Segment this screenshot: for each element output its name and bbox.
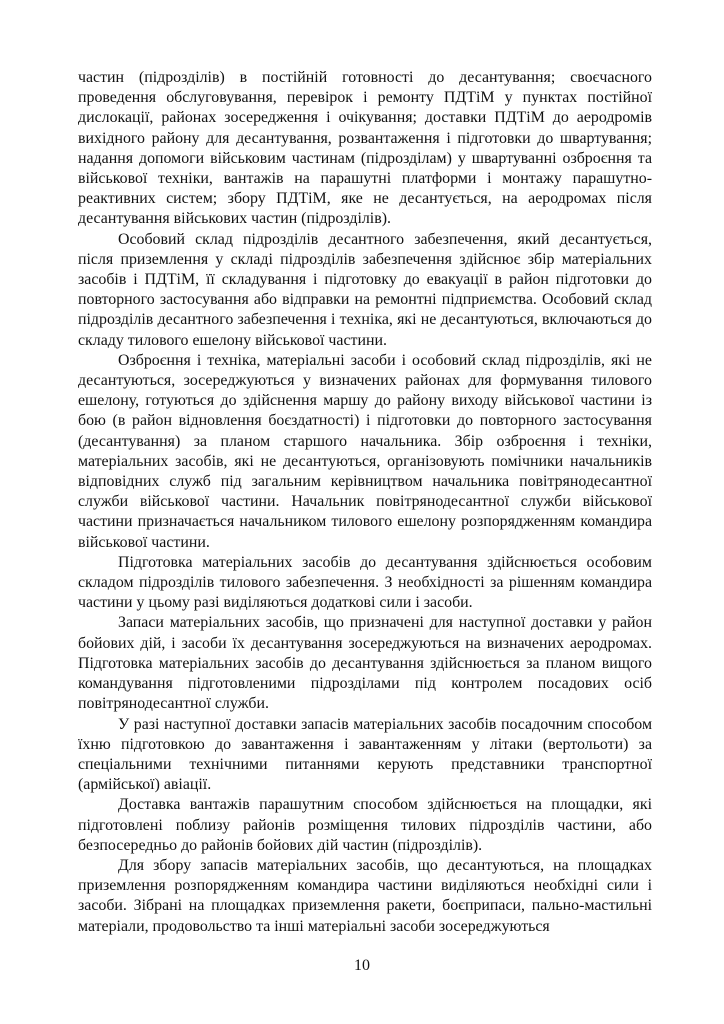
document-body [78,68,652,937]
paragraph-materiel-preparation: Підготовка матеріальних засобів до десантування здійснюється особовим складом підрозділів тилового забезпечення. З необхідності за рішенням командира частини у цьому разі виділяються додаткові сили і засоби. [78,553,652,612]
paragraph-landing-delivery: У разі наступної доставки запасів матеріальних засобів посадочним способом їхню підготовкою до завантаження і завантаженням у літаки (вертольоти) за спеціальними технічними питаннями керують представники транспортної (армійської) авіації. [78,715,652,794]
paragraph-collection-of-reserves: Для збору запасів матеріальних засобів, що десантуються, на площадках приземлення розпорядженням командира частини виділяються необхідні сили і засоби. Зібрані на площадках приземлення ракети, боєприпаси, пально-мастильні матеріали, продовольство та інші матеріальні засоби зосереджуються [78,856,652,935]
paragraph-continued: частин (підрозділів) в постійній готовності до десантування; своєчасного проведення обслуговування, перевірок і ремонту ПДТіМ у пунктах постійної дислокації, районах зосередження і очікування; доставки ПДТіМ до аеродромів вихідного району для десантування, розвантаження і підготовки до швартування; надання допомоги військовим частинам (підрозділам) у швартуванні озброєння та військової техніки, вантажів на парашутні платформи і монтажу парашутно-реактивних систем; збору ПДТіМ, яке не десантується, на аеродромах після десантування військових частин (підрозділів). [78,69,652,228]
paragraph-materiel-reserves: Запаси матеріальних засобів, що призначені для наступної доставки у район бойових дій, і засоби їх десантування зосереджуються на визначених аеродромах. Підготовка матеріальних засобів до десантування здійснюється за планом вищого командування підготовленими підрозділами під контролем посадових осіб повітрянодесантної служби. [78,614,652,713]
paragraph-parachute-delivery: Доставка вантажів парашутним способом здійснюється на площадки, які підготовлені поблизу районів розміщення тилових підрозділів частини, або безпосередньо до районів бойових дій частин (підрозділів). [78,796,652,854]
paragraph-landing-support-personnel: Особовий склад підрозділів десантного забезпечення, який десантується, після приземлення у складі підрозділів забезпечення здійснює збір матеріальних засобів і ПДТіМ, її складування і підготовку до евакуації в район підготовки до повторного застосування або відправки на ремонтні підприємства. Особовий склад підрозділів десантного забезпечення і техніка, які не десантуються, включаються до складу тилового ешелону військової частини. [78,230,652,349]
page-number: 10 [354,957,370,974]
paragraph-rear-echelon-formation: Озброєння і техніка, матеріальні засоби і особовий склад підрозділів, які не десантуються, зосереджуються у визначених районах для формування тилового ешелону, готуються до здійснення маршу до району виходу військової частини із бою (в район відновлення боєздатності) і підготовки до повторного застосування (десантування) за планом старшого начальника. Збір озброєння і техніки, матеріальних засобів, які не десантуються, організовують помічники начальників відповідних служб під загальним керівництвом начальника повітрянодесантної служби військової частини. Начальник повітрянодесантної служби військової частини призначається начальником тилового ешелону розпорядженням командира військової частини. [78,351,652,551]
